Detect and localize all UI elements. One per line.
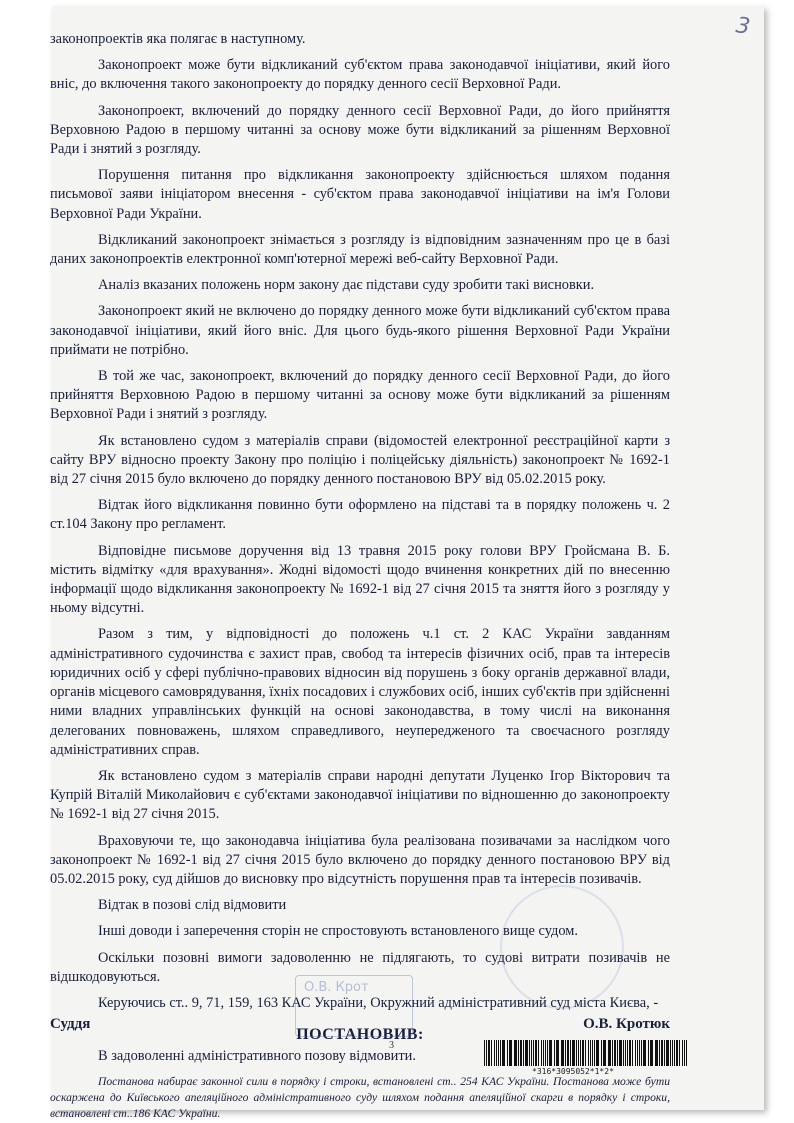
barcode-bar (498, 1040, 499, 1066)
barcode-bar (596, 1040, 599, 1066)
barcode-bar (486, 1040, 487, 1066)
paragraph: Оскільки позовні вимоги задоволенню не підлягають, то судові витрати позивачів не відшкодовуються. (50, 949, 670, 985)
barcode-bar (538, 1040, 539, 1066)
paragraph: Відтак в позові слід відмовити (98, 897, 287, 914)
barcode-bar (679, 1040, 680, 1066)
barcode-bar (547, 1040, 548, 1066)
barcode-bar (484, 1040, 485, 1066)
barcode-bar (561, 1040, 564, 1066)
paragraph: Як встановлено судом з матеріалів справи народні депутати Луценко Ігор Вікторович та Купрій Віталій Миколайович є суб'єктами законодавчої ініціативи по відношенню до законопроекту № 1692-1 від 27 січня 2015. (50, 767, 670, 823)
barcode-icon (482, 1040, 692, 1066)
barcode-bar (535, 1040, 537, 1066)
barcode-bar (664, 1040, 665, 1066)
paragraph: Відтак його відкликання повинно бути оформлено на підставі та в порядку положень ч. 2 ст.104 Закону про регламент. (50, 497, 670, 533)
barcode-bar (637, 1040, 638, 1066)
document-body (50, 30, 670, 1123)
paragraph: Порушення питання про відкликання законопроекту здійснюється шляхом подання письмової заяви ініціатором внесення - суб'єктом права законодавчої ініціативи на ім'я Голови Верховної Ради України. (50, 167, 670, 222)
barcode-bar (627, 1040, 628, 1066)
barcode-bar (514, 1040, 517, 1066)
barcode-bar (684, 1040, 685, 1066)
barcode-bar (650, 1040, 653, 1066)
barcode-bar (592, 1040, 593, 1066)
judge-label: Суддя (50, 1016, 91, 1032)
paragraph: Аналіз вказаних положень норм закону дає підстави суду зробити такі висновки. (98, 277, 595, 294)
barcode-bar (585, 1040, 586, 1066)
barcode-bar (614, 1040, 616, 1066)
barcode-bar (672, 1040, 673, 1066)
paragraph: Враховуючи те, що законодавча ініціатива була реалізована позивачами за наслідком чого законопроект № 1692-1 від 27 січня 2015 було включено до порядку денного постановою ВРУ від 05.02.2015 року, суд дійшов до висновку про відсутність порушення прав та інтересів позивачів. (50, 832, 670, 887)
page-number: 3 (389, 1040, 394, 1051)
signature-block (50, 1016, 670, 1040)
barcode-bar (632, 1040, 633, 1066)
barcode-bar (674, 1040, 675, 1066)
barcode-bar (580, 1040, 581, 1066)
barcode-bar (502, 1040, 505, 1066)
barcode-bar (686, 1040, 687, 1066)
barcode-bar (625, 1040, 626, 1066)
paragraph: Керуючись ст.. 9, 71, 159, 163 КАС України, Окружний адміністративний суд міста Києва, - (98, 994, 659, 1011)
barcode-bar (655, 1040, 658, 1066)
barcode-bar (639, 1040, 640, 1066)
barcode-bar (666, 1040, 669, 1066)
barcode-bar (509, 1040, 512, 1066)
barcode-bar (554, 1040, 555, 1066)
barcode-bar (520, 1040, 522, 1066)
paragraph: законопроектів яка полягає в наступному. (50, 31, 306, 47)
barcode-bar (518, 1040, 519, 1066)
barcode-bar (682, 1040, 683, 1066)
barcode-bar (635, 1040, 636, 1066)
barcode-block (482, 1040, 692, 1076)
barcode-bar (601, 1040, 602, 1066)
paragraph: Разом з тим, у відповідності до положень ч.1 ст. 2 КАС України завданням адміністративного судочинства є захист прав, свобод та інтересів фізичних осіб, прав та інтересів юридичних осіб у сфері публічно-правових відносин від порушень з боку органів державної влади, органів місцевого самоврядування, їхніх посадових і службових осіб, інших суб'єктів при здійсненні ними владних управлінських функцій на основі законодавства, в тому числі на виконання делегованих повноважень, шляхом справедливого, неупередженого та своєчасного розгляду адміністративних справ. (50, 626, 670, 758)
barcode-bar (529, 1040, 530, 1066)
barcode-bar (661, 1040, 663, 1066)
barcode-bar (556, 1040, 559, 1066)
barcode-bar (531, 1040, 532, 1066)
barcode-bar (567, 1040, 569, 1066)
barcode-bar (494, 1040, 495, 1066)
barcode-bar (659, 1040, 660, 1066)
paragraph: В той же час, законопроект, включений до порядку денного сесії Верховної Ради, до його прийняття Верховною Радою в першому читанні за основу може бути відкликаний за рішенням Верховної Ради і знятий з розгляду. (50, 368, 670, 423)
barcode-bar (670, 1040, 671, 1066)
barcode-text: *316*3095052*1*2* (532, 1067, 614, 1076)
barcode-bar (619, 1040, 622, 1066)
barcode-bar (565, 1040, 566, 1066)
judge-name: О.В. Кротюк (583, 1016, 670, 1032)
barcode-bar (588, 1040, 589, 1066)
barcode-bar (549, 1040, 552, 1066)
barcode-bar (523, 1040, 524, 1066)
paragraph: Законопроект, включений до порядку денного сесії Верховної Ради, до його прийняття Верховною Радою в першому читанні за основу може бути відкликаний за рішенням Верховної Ради і знятий з розгляду. (50, 102, 670, 158)
barcode-bar (488, 1040, 490, 1066)
barcode-bar (541, 1040, 542, 1066)
paragraph: Законопроект який не включено до порядку денного може бути відкликаний суб'єктом права законодавчої ініціативи, який його вніс. Для цього будь-якого рішення Верховної Ради України приймати не потрібно. (50, 303, 670, 358)
paragraph: Законопроект може бути відкликаний суб'єктом права законодавчої ініціативи, який його вніс, до включення такого законопроекту до порядку денного сесії Верховної Ради. (50, 57, 670, 93)
barcode-bar (608, 1040, 611, 1066)
barcode-bar (629, 1040, 631, 1066)
stamp-text: О.В. Крот (304, 980, 369, 995)
barcode-bar (545, 1040, 546, 1066)
paragraph: Як встановлено судом з матеріалів справи (відомостей електронної реєстраційної карти з сайту ВРУ відносно проекту Закону про поліцію і поліцейську діяльність) законопроект № 1692-1 від 27 січня 2015 було включено до порядку денного постановою ВРУ від 05.02.2015 року. (50, 432, 670, 488)
barcode-bar (676, 1040, 678, 1066)
resolution-text: В задоволенні адміністративного позову відмовити. (98, 1048, 416, 1065)
barcode-bar (623, 1040, 624, 1066)
barcode-bar (590, 1040, 591, 1066)
barcode-bar (572, 1040, 575, 1066)
barcode-bar (594, 1040, 595, 1066)
barcode-bar (496, 1040, 497, 1066)
barcode-bar (617, 1040, 618, 1066)
barcode-bar (570, 1040, 571, 1066)
barcode-bar (533, 1040, 534, 1066)
barcode-bar (507, 1040, 508, 1066)
paragraph: Відповідне письмове доручення від 13 травня 2015 року голови ВРУ Гройсмана В. Б. містить відмітку «для врахування». Жодні відомості щодо вчинення конкретних дій по внесенню інформації щодо відкликання законопроекту № 1692-1 від 27 січня 2015 та зняття його з розгляду у ньому відсутні. (50, 542, 670, 617)
barcode-bar (582, 1040, 584, 1066)
barcode-bar (525, 1040, 528, 1066)
barcode-bar (500, 1040, 501, 1066)
barcode-bar (643, 1040, 646, 1066)
handwritten-page-number: 3 (734, 13, 752, 40)
barcode-bar (648, 1040, 649, 1066)
barcode-bar (612, 1040, 613, 1066)
barcode-bar (543, 1040, 544, 1066)
ruling-heading: ПОСТАНОВИВ: (296, 1026, 424, 1044)
paragraph: Інші доводи і заперечення сторін не спростовують встановленого вище судом. (98, 923, 578, 940)
barcode-bar (491, 1040, 492, 1066)
paragraph: Відкликаний законопроект знімається з розгляду із відповідним зазначенням про це в базі даних законопроектів електронної комп'ютерної мережі веб-сайту Верховної Ради. (50, 231, 670, 268)
barcode-bar (576, 1040, 577, 1066)
appeal-notice: Постанова набирає законної сили в порядку і строки, встановлені ст.. 254 КАС України. Постанова може бути оскаржена до Київського апеляційного адміністративного суду шляхом подання апеляційної скарги в порядку і строки, встановлені ст..186 КАС України. (50, 1074, 670, 1120)
barcode-bar (641, 1040, 642, 1066)
barcode-bar (603, 1040, 606, 1066)
barcode-bar (578, 1040, 579, 1066)
